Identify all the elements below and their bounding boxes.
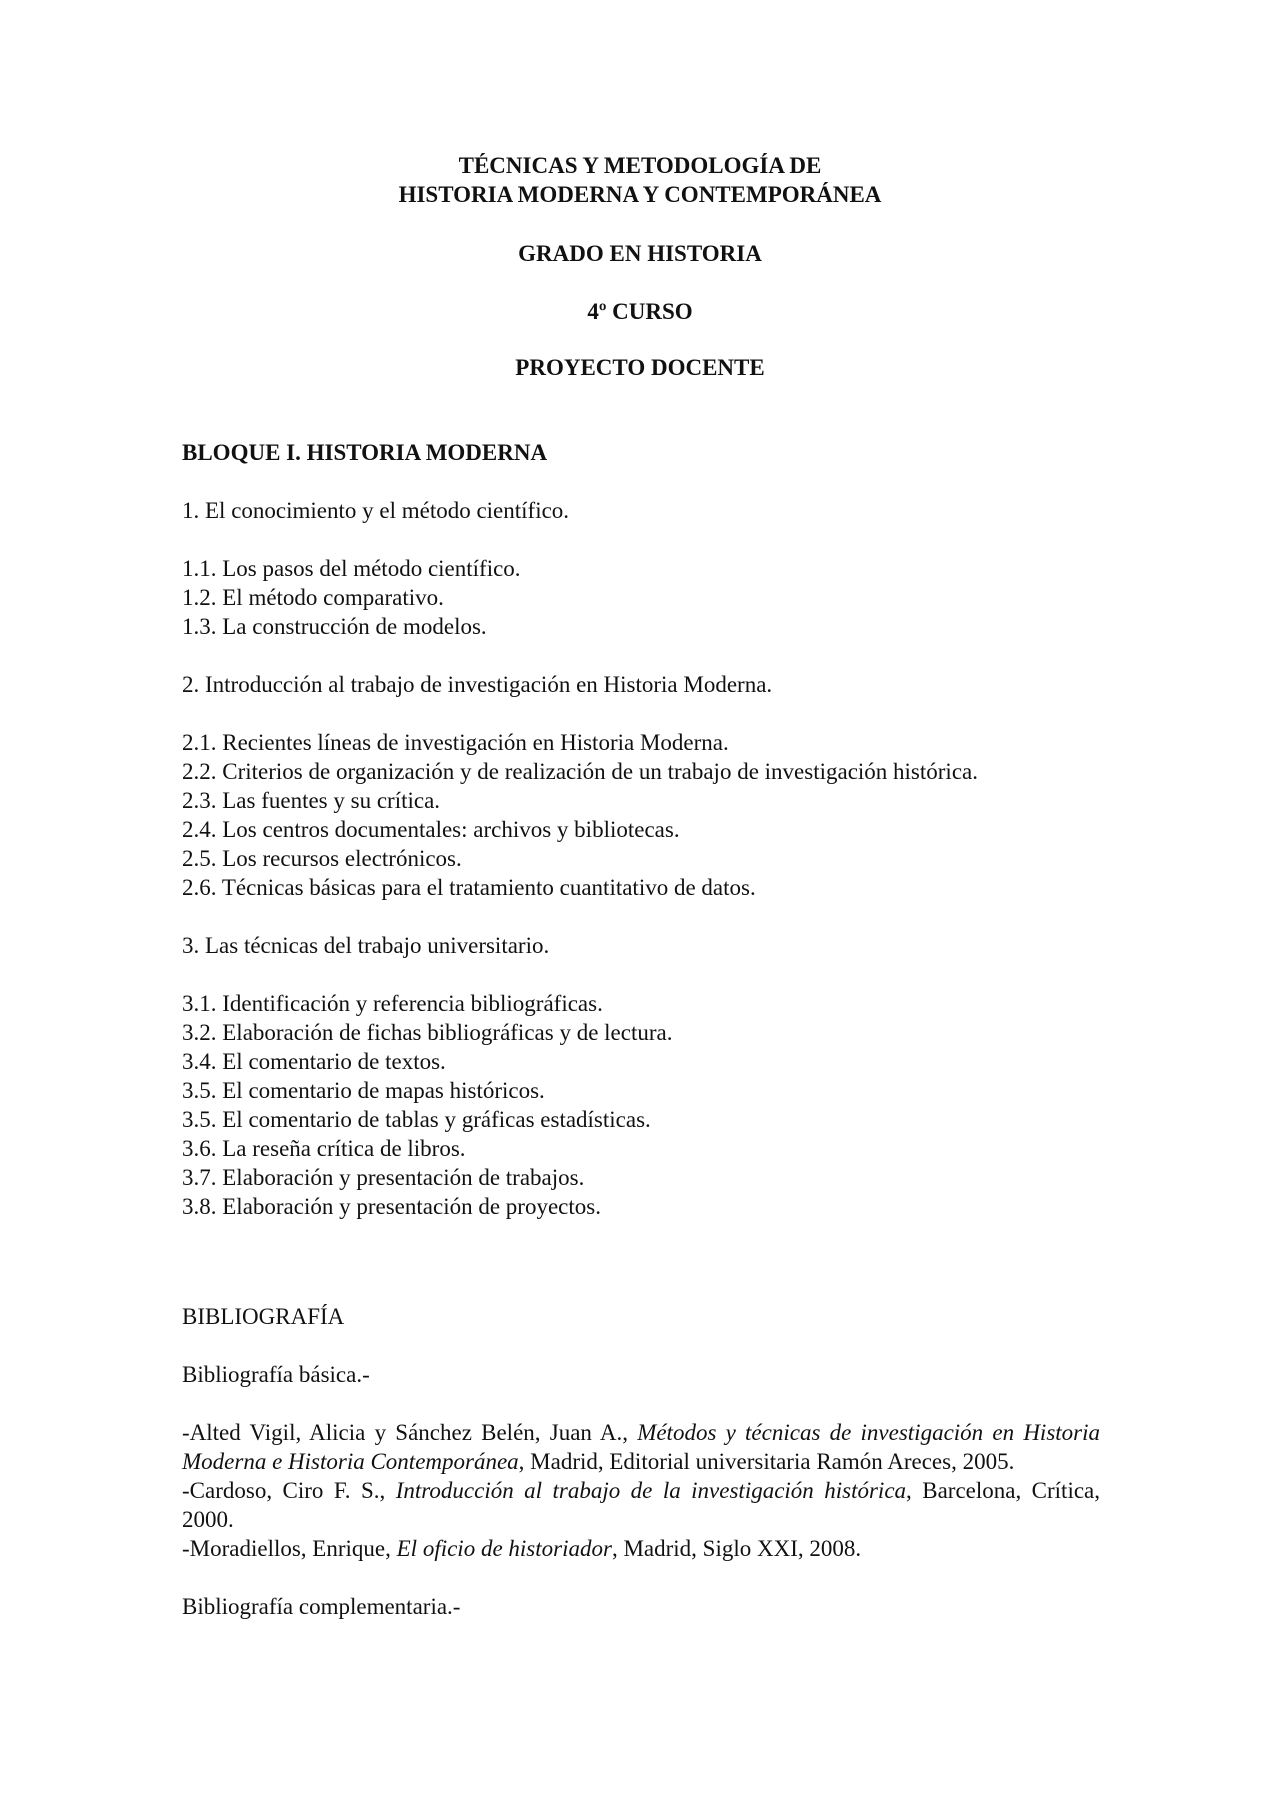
section-heading: 2. Introducción al trabajo de investigación en Historia Moderna. [182, 672, 773, 697]
list-item: 3.4. El comentario de textos. [182, 1049, 446, 1074]
entry-authors: -Alted Vigil, Alicia y Sánchez Belén, Juan A., [182, 1420, 638, 1445]
list-item: 3.2. Elaboración de fichas bibliográficas y de lectura. [182, 1020, 673, 1045]
list-item: 3.7. Elaboración y presentación de trabajos. [182, 1165, 585, 1190]
block-section [182, 438, 1100, 1221]
bibliography-entry [182, 1418, 1100, 1476]
list-item: 3.5. El comentario de mapas históricos. [182, 1078, 545, 1103]
degree-heading: GRADO EN HISTORIA [518, 241, 762, 266]
section-heading: 3. Las técnicas del trabajo universitario. [182, 933, 550, 958]
list-item: 2.1. Recientes líneas de investigación en Historia Moderna. [182, 730, 729, 755]
bibliography-entry [182, 1476, 1100, 1534]
list-item: 3.8. Elaboración y presentación de proyectos. [182, 1194, 601, 1219]
list-item: 2.5. Los recursos electrónicos. [182, 846, 462, 871]
course-heading: 4º CURSO [587, 299, 693, 324]
document-title [0, 151, 1280, 209]
entry-title: El oficio de historiador [396, 1536, 612, 1561]
title-line-2: HISTORIA MODERNA Y CONTEMPORÁNEA [398, 182, 882, 207]
list-item: 3.1. Identificación y referencia bibliográficas. [182, 991, 603, 1016]
list-item: 2.2. Criterios de organización y de realización de un trabajo de investigación histórica. [182, 759, 978, 784]
title-line-1: TÉCNICAS Y METODOLOGÍA DE [458, 153, 822, 178]
bibliography-entry [182, 1534, 1100, 1563]
entry-title: Métodos y técnicas de investigación en Historia Moderna e Historia Contemporánea [182, 1420, 1100, 1474]
list-item: 2.6. Técnicas básicas para el tratamiento cuantitativo de datos. [182, 875, 756, 900]
entry-publication: , Madrid, Siglo XXI, 2008. [611, 1536, 862, 1561]
entry-authors: -Moradiellos, Enrique, [182, 1536, 397, 1561]
entry-authors: -Cardoso, Ciro F. S., [182, 1478, 396, 1503]
list-item: 3.6. La reseña crítica de libros. [182, 1136, 466, 1161]
list-item: 2.4. Los centros documentales: archivos y bibliotecas. [182, 817, 680, 842]
entry-title: Introducción al trabajo de la investigación histórica [395, 1478, 907, 1503]
list-item: 3.5. El comentario de tablas y gráficas estadísticas. [182, 1107, 651, 1132]
list-item: 1.1. Los pasos del método científico. [182, 556, 521, 581]
project-heading: PROYECTO DOCENTE [515, 355, 765, 380]
list-item: 1.2. El método comparativo. [182, 585, 444, 610]
entry-publication: , Madrid, Editorial universitaria Ramón Areces, 2005. [518, 1449, 1015, 1474]
bibliography-title: BIBLIOGRAFÍA [182, 1304, 345, 1329]
list-item: 2.3. Las fuentes y su crítica. [182, 788, 441, 813]
block-title: BLOQUE I. HISTORIA MODERNA [182, 440, 548, 465]
complementary-bibliography-label: Bibliografía complementaria.- [182, 1594, 461, 1619]
bibliography-section [182, 1302, 1100, 1621]
entry-publication: , Barcelona, Crítica, 2000. [182, 1478, 1101, 1532]
list-item: 1.3. La construcción de modelos. [182, 614, 487, 639]
section-heading: 1. El conocimiento y el método científico. [182, 498, 570, 523]
basic-bibliography-label: Bibliografía básica.- [182, 1362, 370, 1387]
